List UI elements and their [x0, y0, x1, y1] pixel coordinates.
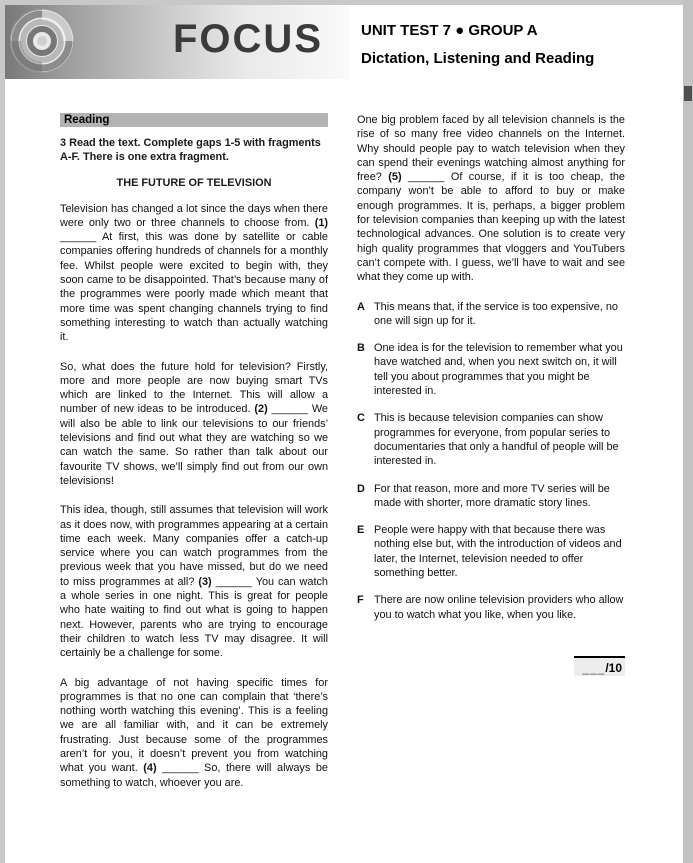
right-paragraphs: [357, 113, 625, 285]
fragment-letter: D: [357, 482, 365, 495]
fragment-text: This is because television companies can show programmes for everyone, from popular series to documentaries that only a handful of people will be interested in.: [374, 412, 619, 468]
paragraph: This idea, though, still assumes that television will work as it does now, with programmes appearing at a certain time each week. Many companies offer a catch-up service where you can watch programmes from the previous week that you have missed, but do we need to miss programmes at all? (3) ______ You can watch a whole series in one night. This is great for people who hate waiting to find out what is going to happen next. However, parents who are trying to encourage their children to watch less TV may disagree. It will certainly be a challenge for some.: [60, 504, 328, 660]
score-box: [357, 656, 625, 676]
fragments-list: [357, 300, 625, 622]
focus-logo-text: FOCUS: [173, 17, 323, 61]
paragraph: So, what does the future hold for television? Firstly, more and more people are now buying smart TVs which are linked to the Internet. This will allow a number of new ideas to be introduced. (2) ______ We will also be able to link our televisions to our friends’ televisions and find out what they are watching so we can watch the same. So rather than talk about our favourite TV shows, we’ll simply find out from our own televisions!: [60, 360, 328, 487]
paragraph: Television has changed a lot since the days when there were only two or three channels to choose from. (1) ______ At first, this was done by satellite or cable companies offering hundreds of channels for a monthly fee. Whilst people were excited to begin with, they soon came to be disappointed. That’s because many of the programmes were poorly made which meant that more time was spent changing channels trying to find something interesting to watch than actually watching it.: [60, 202, 328, 344]
fragment-letter: B: [357, 342, 365, 355]
test-subtitle: Dictation, Listening and Reading: [361, 50, 595, 67]
fragment-item: [357, 341, 625, 398]
test-page: [5, 5, 683, 863]
fragment-item: [357, 593, 625, 622]
fragment-letter: F: [357, 594, 364, 607]
reading-text-title: THE FUTURE OF TELEVISION: [116, 176, 272, 189]
exercise-instruction: 3 Read the text. Complete gaps 1-5 with fragments A-F. There is one extra fragment.: [60, 137, 321, 164]
fragment-letter: A: [357, 300, 365, 313]
fragment-letter: C: [357, 412, 365, 425]
right-column: [357, 113, 625, 676]
header-banner: [5, 5, 349, 79]
scrollbar-track[interactable]: [683, 0, 693, 863]
fragment-item: [357, 300, 625, 329]
paragraph: A big advantage of not having specific times for programmes is that no one can complain that ‘there’s nothing worth watching this evening’. This is a feeling we are all familiar with, and it can be extremely frustrating. Just because some of the programmes aren’t for you, it doesn’t prevent you from watching what you want. (4) ______ So, there will always be something to watch, whoever you are.: [60, 676, 328, 789]
paragraph: One big problem faced by all television channels is the rise of so many free video channels on the Internet. Why should people pay to watch television when they can spend their evenings watching almost anything for free? (5) ______ Of course, if it is too cheap, the company won’t be able to afford to buy or make enough programmes. It is, perhaps, a bigger problem for television companies than keeping up with the latest technological advances. One solution is to create very high quality programmes that vloggers and YouTubers can’t compete with. I guess, we’ll have to wait and see what they come up with.: [357, 114, 625, 284]
unit-test-title: UNIT TEST 7 ● GROUP A: [361, 22, 538, 39]
fragment-item: [357, 523, 625, 580]
left-column: [60, 113, 328, 805]
fragment-item: [357, 411, 625, 468]
scrollbar-thumb[interactable]: [684, 86, 692, 101]
score-field: [574, 656, 625, 676]
score-value: /10: [605, 660, 622, 675]
fragment-text: This means that, if the service is too expensive, no one will sign up for it.: [374, 300, 618, 327]
left-paragraphs: [60, 202, 328, 790]
fragment-text: One idea is for the television to remember what you have watched and, when you next switch on, it will tell you about programmes that you might be interested in.: [374, 342, 623, 398]
fragment-text: For that reason, more and more TV series will be made with shorter, more dramatic story lines.: [374, 482, 610, 509]
fragment-text: There are now online television providers who allow you to watch what you like, when you like.: [374, 594, 624, 621]
fragment-item: [357, 482, 625, 511]
test-header: [361, 22, 661, 67]
score-blank: ___: [582, 660, 606, 675]
focus-logo-swirl-icon: [10, 9, 74, 73]
fragment-text: People were happy with that because there was nothing else but, with the introduction of videos and later, the Internet, television needed to offer something better.: [374, 524, 622, 580]
reading-section-label: Reading: [60, 113, 328, 127]
fragment-letter: E: [357, 524, 365, 537]
